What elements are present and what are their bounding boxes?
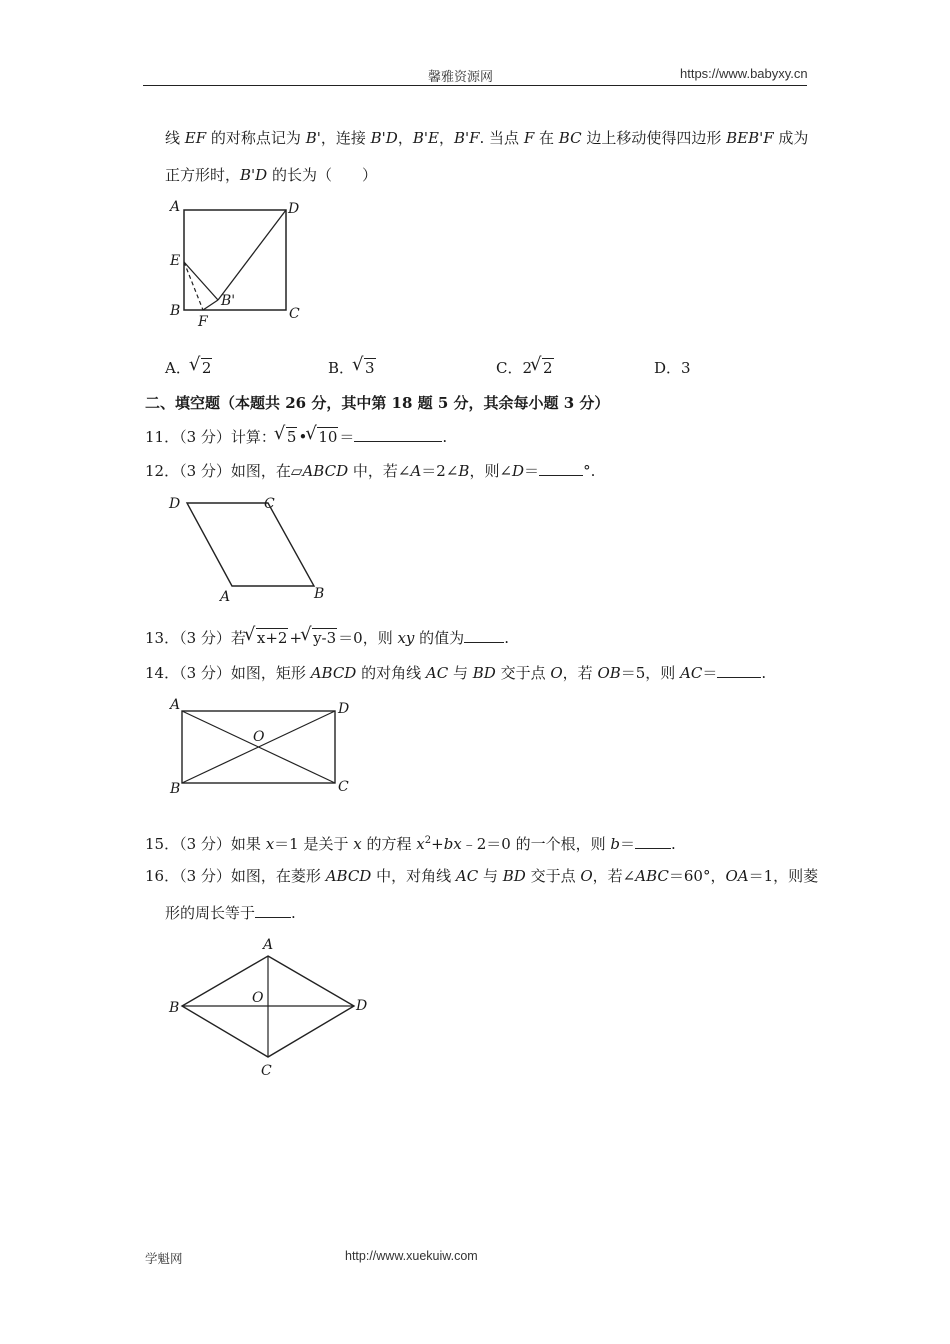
q14: 14．（3 分）如图，矩形 ABCD 的对角线 AC 与 BD 交于点 O，若 OB＝5，则 AC＝ .	[145, 664, 767, 682]
q10-label-e: E	[170, 253, 181, 269]
q14-label-o: O	[253, 729, 265, 745]
q16-line1: 16．（3 分）如图，在菱形 ABCD 中，对角线 AC 与 BD 交于点 O，若∠ABC＝60°，OA＝1，则菱	[145, 867, 819, 885]
q16-label-b: B	[169, 1000, 180, 1016]
section-2-title: 二、填空题（本题共 26 分，其中第 18 题 5 分，其余每小题 3 分）	[145, 394, 610, 412]
q12-label-a: A	[220, 589, 231, 605]
q10-line2: 正方形时，B'D 的长为（ ）	[165, 166, 377, 184]
q12-label-d: D	[169, 496, 181, 512]
q10-label-f: F	[198, 314, 208, 330]
q12-label-b: B	[314, 586, 325, 602]
q15-answer-blank[interactable]	[635, 834, 671, 849]
footer-url[interactable]: http://www.xuekuiw.com	[345, 1249, 478, 1263]
q10-line1: 线 EF 的对称点记为 B'，连接 B'D，B'E，B'F. 当点 F 在 BC 边上移动使得四边形 BEB'F 成为	[165, 129, 809, 147]
q11-answer-blank[interactable]	[354, 427, 442, 442]
q13: 13．（3 分）若√ x+2 +√ y-3 ＝0，则 xy 的值为 .	[145, 628, 509, 648]
q12-label-c: C	[264, 496, 275, 512]
header-url[interactable]: https://www.babyxy.cn	[680, 66, 808, 81]
header-site-name: 馨雅资源网	[428, 69, 494, 84]
q16-label-d: D	[356, 998, 368, 1014]
q14-answer-blank[interactable]	[717, 663, 761, 678]
q12-figure	[160, 488, 340, 606]
q16-figure	[160, 932, 380, 1082]
q12: 12．（3 分）如图，在▱ABCD 中，若∠A＝2∠B，则∠D＝ °.	[145, 462, 596, 480]
q14-label-b: B	[170, 781, 181, 797]
q16-label-c: C	[261, 1063, 272, 1079]
q14-label-a: A	[170, 697, 181, 713]
q10-figure	[160, 195, 310, 335]
q10-label-c: C	[289, 306, 300, 322]
q16-label-a: A	[263, 937, 274, 953]
footer-site-name: 学魁网	[145, 1252, 183, 1266]
q15: 15．（3 分）如果 x＝1 是关于 x 的方程 $x^2+bx﹣2=0$ 的一个根，则 b＝ .	[145, 835, 676, 853]
q10-label-a: A	[170, 199, 181, 215]
q10-label-d: D	[288, 201, 300, 217]
q16-line2: 形的周长等于 .	[165, 904, 296, 922]
q16-label-o: O	[252, 990, 264, 1006]
header-rule	[143, 85, 807, 86]
q10-label-b: B	[170, 303, 181, 319]
q14-figure	[160, 693, 360, 799]
q10-option-a[interactable]: A．√ 2	[165, 358, 213, 378]
q13-answer-blank[interactable]	[464, 628, 504, 643]
q14-label-d: D	[338, 701, 350, 717]
q14-label-c: C	[338, 779, 349, 795]
q10-label-bprime: B'	[221, 293, 236, 309]
q10-option-d[interactable]: D．3	[654, 359, 691, 377]
q11: 11．（3 分）计算：√ 5 •√ 10 ＝ .	[145, 427, 447, 447]
q10-option-b[interactable]: B．√ 3	[328, 358, 377, 378]
q12-answer-blank[interactable]	[539, 461, 583, 476]
q10-option-c[interactable]: C．2√ 2	[496, 358, 555, 378]
q16-answer-blank[interactable]	[255, 903, 291, 918]
